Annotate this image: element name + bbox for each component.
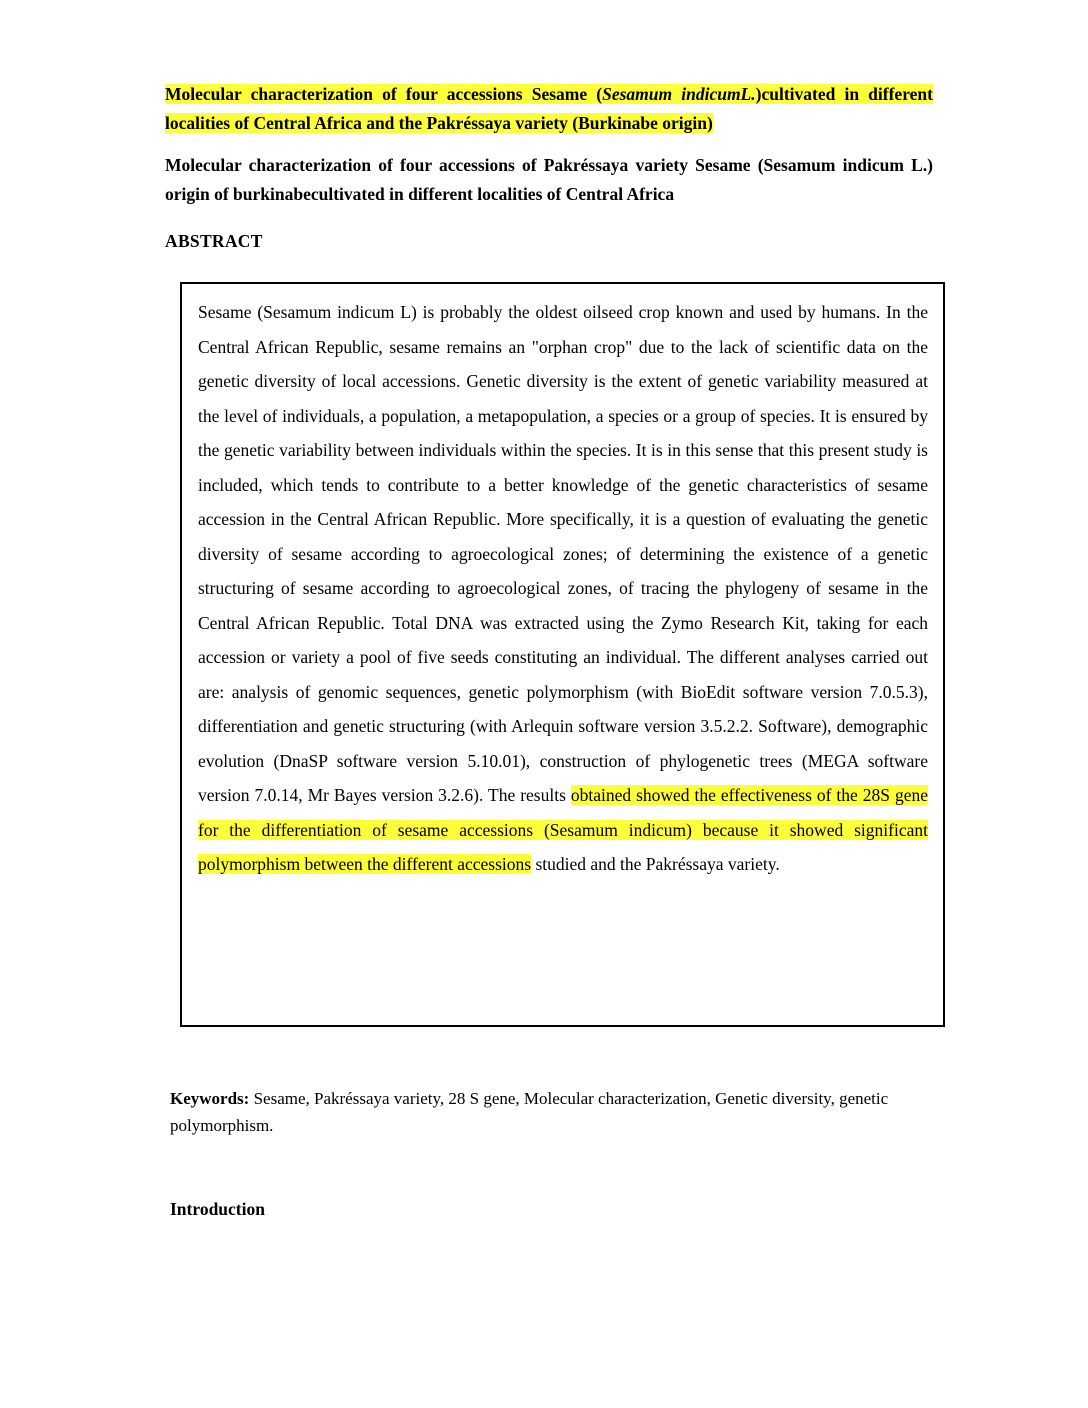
introduction-heading: Introduction bbox=[170, 1199, 265, 1219]
abstract-highlighted-result-text: obtained showed the effectiveness of the 28S gene for the differentiation of sesame accessions (Sesamum indicum) because it showed significant polymorphism between the different accessions bbox=[198, 785, 928, 874]
document-page bbox=[165, 80, 933, 1220]
keywords-label: Keywords: bbox=[170, 1089, 250, 1108]
abstract-text bbox=[198, 295, 928, 882]
abstract-closing-text: studied and the Pakréssaya variety. bbox=[531, 854, 780, 874]
species-name-italic: Sesamum indicumL. bbox=[602, 84, 756, 104]
abstract-box bbox=[180, 282, 945, 1027]
main-title-highlight bbox=[165, 84, 933, 133]
keywords-list: Sesame, Pakréssaya variety, 28 S gene, Molecular characterization, Genetic diversity, genetic polymorphism. bbox=[170, 1089, 889, 1135]
abstract-body-text: Sesame (Sesamum indicum L) is probably the oldest oilseed crop known and used by humans. In the Central African Republic, sesame remains an "orphan crop" due to the lack of scientific data on the genetic diversity of local accessions. Genetic diversity is the extent of genetic variability measured at the level of individuals, a population, a metapopulation, a species or a group of species. It is ensured by the genetic variability between individuals within the species. It is in this sense that this present study is included, which tends to contribute to a better knowledge of the genetic characteristics of sesame accession in the Central African Republic. More specifically, it is a question of evaluating the genetic diversity of sesame according to agroecological zones; of determining the existence of a genetic structuring of sesame according to agroecological zones, of tracing the phylogeny of sesame in the Central African Republic. Total DNA was extracted using the Zymo Research Kit, taking for each accession or variety a pool of five seeds constituting an individual. The different analyses carried out are: analysis of genomic sequences, genetic polymorphism (with BioEdit software version 7.0.5.3), differentiation and genetic structuring (with Arlequin software version 3.5.2.2. Software), demographic evolution (DnaSP software version 5.10.01), construction of phylogenetic trees (MEGA software version 7.0.14, Mr Bayes version 3.2.6). The results bbox=[198, 302, 928, 805]
main-title-text-after-species: )cultivated in different localities of Central Africa and the Pakréssaya variety (Burkinabe origin) bbox=[165, 84, 933, 133]
abstract-heading: ABSTRACT bbox=[165, 231, 263, 251]
keywords-line bbox=[170, 1085, 915, 1139]
main-title-text-before-species: Molecular characterization of four accessions Sesame ( bbox=[165, 84, 603, 104]
secondary-title: Molecular characterization of four accessions of Pakréssaya variety Sesame (Sesamum indicum L.) origin of burkinabecultivated in different localities of Central Africa bbox=[165, 155, 933, 204]
main-title bbox=[165, 80, 933, 138]
